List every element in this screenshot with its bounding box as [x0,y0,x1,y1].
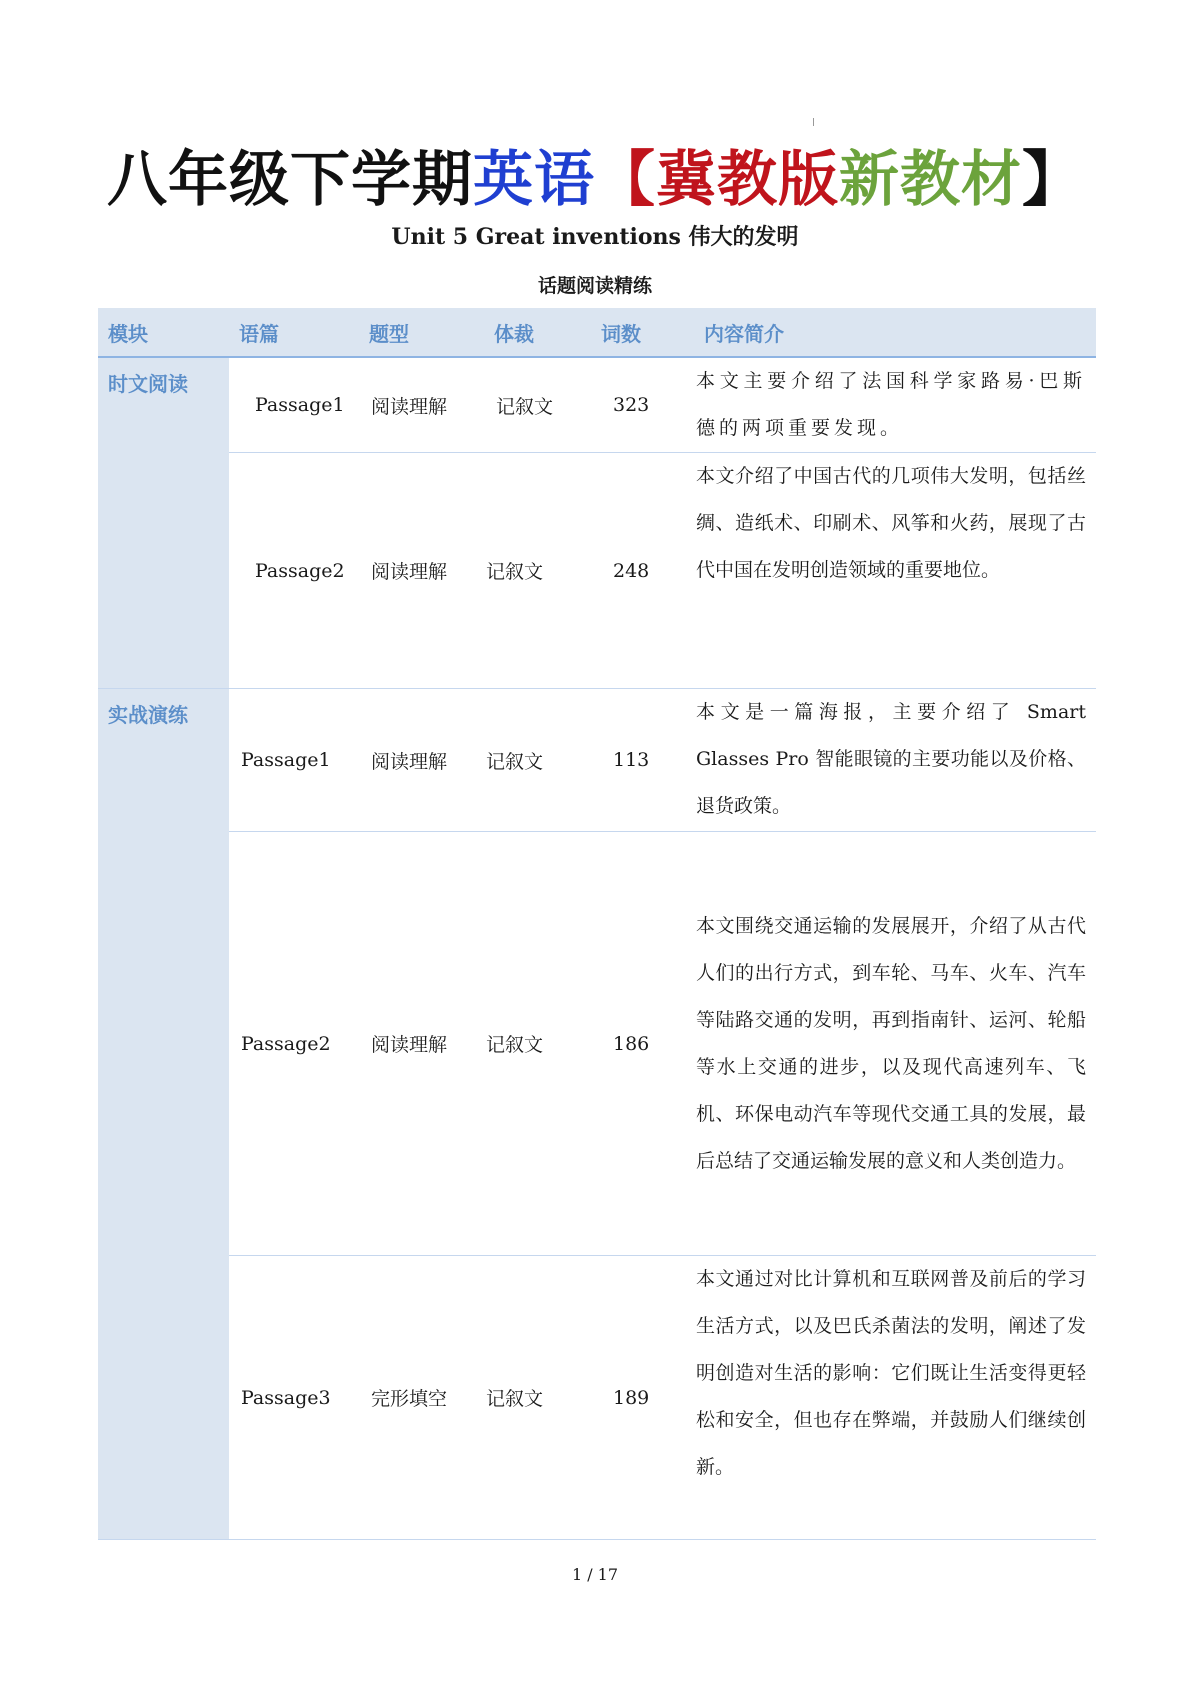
title-part-bracket: 】 [1022,145,1083,215]
genre-cell: 记叙文 [484,689,591,832]
genre-cell: 记叙文 [484,357,591,453]
genre-cell: 记叙文 [484,1256,591,1540]
passage-table [98,308,1096,1540]
header-passage: 语篇 [229,308,359,357]
passage-cell: Passage2 [229,832,359,1256]
table-row [98,1256,1096,1540]
passage-cell: Passage2 [229,453,359,689]
header-module: 模块 [98,308,229,357]
module-cell: 时文阅读 [98,357,229,689]
summary-cell: 本文主要介绍了法国科学家路易·巴斯德的两项重要发现。 [694,357,1096,453]
genre-cell: 记叙文 [484,453,591,689]
title-part-subject: 英语 [473,145,595,215]
table-row [98,832,1096,1256]
table-row [98,453,1096,689]
page-number: 1 / 17 [571,1565,619,1584]
word-count-cell: 323 [591,357,694,453]
table-row [98,689,1096,832]
word-count-cell: 248 [591,453,694,689]
summary-cell: 本文是一篇海报，主要介绍了 Smart Glasses Pro 智能眼镜的主要功能以及价格、退货政策。 [694,689,1096,832]
passage-cell: Passage1 [229,357,359,453]
header-summary: 内容简介 [694,308,1096,357]
section-title: 话题阅读精练 [537,275,652,297]
word-count-cell: 189 [591,1256,694,1540]
document-title [0,142,1190,218]
passage-cell: Passage1 [229,689,359,832]
question-type-cell: 阅读理解 [359,453,484,689]
question-type-cell: 完形填空 [359,1256,484,1540]
header-genre: 体裁 [484,308,591,357]
module-cell: 实战演练 [98,689,229,1540]
word-count-cell: 113 [591,689,694,832]
title-part-grade: 八年级下学期 [107,145,473,215]
question-type-cell: 阅读理解 [359,357,484,453]
summary-cell: 本文通过对比计算机和互联网普及前后的学习生活方式，以及巴氏杀菌法的发明，阐述了发明创造对生活的影响：它们既让生活变得更轻松和安全，但也存在弊端，并鼓励人们继续创新。 [694,1256,1096,1540]
word-count-cell: 186 [591,832,694,1256]
header-question-type: 题型 [359,308,484,357]
summary-cell: 本文围绕交通运输的发展展开，介绍了从古代人们的出行方式，到车轮、马车、火车、汽车等陆路交通的发明，再到指南针、运河、轮船等水上交通的进步，以及现代高速列车、飞机、环保电动汽车等现代交通工具的发展，最后总结了交通运输发展的意义和人类创造力。 [694,832,1096,1256]
question-type-cell: 阅读理解 [359,689,484,832]
question-type-cell: 阅读理解 [359,832,484,1256]
table-header-row [98,308,1096,357]
header-word-count: 词数 [591,308,694,357]
genre-cell: 记叙文 [484,832,591,1256]
title-part-new-textbook: 新教材 [839,145,1022,215]
title-part-publisher: 【冀教版 [595,145,839,215]
page-tick-mark [813,118,814,126]
summary-cell: 本文介绍了中国古代的几项伟大发明，包括丝绸、造纸术、印刷术、风筝和火药，展现了古代中国在发明创造领域的重要地位。 [694,453,1096,689]
passage-cell: Passage3 [229,1256,359,1540]
unit-subtitle: Unit 5 Great inventions 伟大的发明 [391,224,799,250]
table-row [98,357,1096,453]
